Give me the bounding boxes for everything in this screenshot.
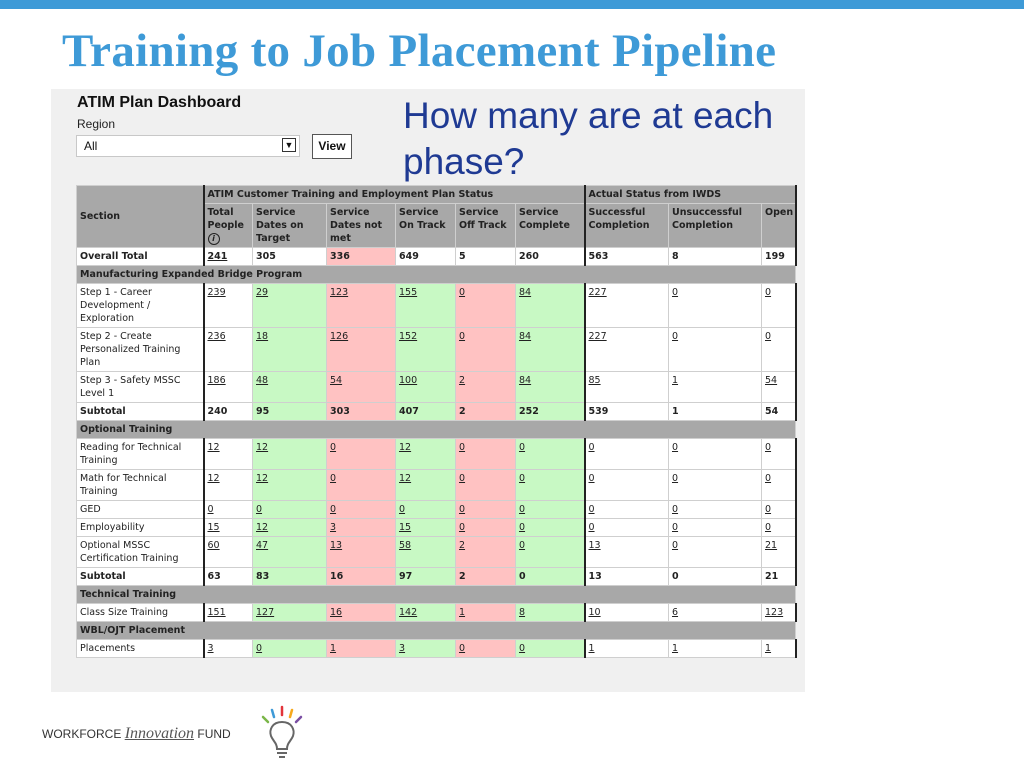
cell-open: 54 [762, 403, 796, 421]
table-row [77, 284, 796, 328]
off-track-link[interactable]: 2 [459, 375, 466, 386]
cell-complete: 252 [516, 403, 585, 421]
success-link[interactable]: 0 [588, 504, 595, 515]
region-label: Region [77, 117, 116, 131]
open-link[interactable]: 123 [765, 607, 784, 618]
on-target-link[interactable]: 12 [256, 522, 269, 533]
off-track-link[interactable]: 0 [459, 331, 466, 342]
not-met-link[interactable]: 54 [330, 375, 343, 386]
slide-title: Training to Job Placement Pipeline [62, 25, 777, 77]
table-row [77, 501, 796, 519]
cell-success: 13 [585, 568, 669, 586]
total-link[interactable]: 151 [207, 607, 226, 618]
not-met-link[interactable]: 0 [330, 473, 337, 484]
on-track-link[interactable]: 58 [399, 540, 412, 551]
on-target-link[interactable]: 0 [256, 643, 263, 654]
off-track-link[interactable]: 0 [459, 287, 466, 298]
success-link[interactable]: 227 [588, 331, 607, 342]
category-label: Technical Training [77, 586, 796, 604]
total-link[interactable]: 3 [207, 643, 214, 654]
cell-open: 21 [762, 568, 796, 586]
on-target-link[interactable]: 48 [256, 375, 269, 386]
off-track-link[interactable]: 0 [459, 504, 466, 515]
open-link[interactable]: 0 [765, 287, 772, 298]
open-link[interactable]: 0 [765, 331, 772, 342]
complete-link[interactable]: 0 [519, 473, 526, 484]
table-row [77, 519, 796, 537]
dashboard-screenshot [51, 89, 805, 692]
unsuccess-link[interactable]: 0 [672, 504, 679, 515]
cell-complete: 0 [516, 568, 585, 586]
cell-not-met: 336 [327, 248, 396, 266]
on-track-link[interactable]: 0 [399, 504, 406, 515]
total-link[interactable]: 12 [207, 473, 220, 484]
status-table [76, 185, 797, 658]
col-header-unsuccess: Unsuccessful Completion [669, 204, 762, 248]
cell-on-track: 97 [396, 568, 456, 586]
col-header-on-target: Service Dates on Target [253, 204, 327, 248]
row-section: GED [77, 501, 204, 519]
off-track-link[interactable]: 2 [459, 540, 466, 551]
open-link[interactable]: 1 [765, 643, 772, 654]
unsuccess-link[interactable]: 0 [672, 473, 679, 484]
table-row [77, 640, 796, 658]
row-section: Class Size Training [77, 604, 204, 622]
row-section: Optional MSSC Certification Training [77, 537, 204, 568]
on-target-link[interactable]: 127 [256, 607, 275, 618]
dashboard-title: ATIM Plan Dashboard [77, 94, 242, 111]
row-section: Step 1 - Career Development / Exploration [77, 284, 204, 328]
on-target-link[interactable]: 12 [256, 473, 269, 484]
col-header-section: Section [77, 186, 204, 248]
unsuccess-link[interactable]: 0 [672, 442, 679, 453]
not-met-link[interactable]: 0 [330, 504, 337, 515]
logo-text-right: FUND [197, 727, 231, 741]
unsuccess-link[interactable]: 1 [672, 375, 679, 386]
cell-on-target: 305 [253, 248, 327, 266]
row-section: Overall Total [77, 248, 204, 266]
table-row [77, 470, 796, 501]
on-target-link[interactable]: 29 [256, 287, 269, 298]
cell-not-met: 16 [327, 568, 396, 586]
unsuccess-link[interactable]: 6 [672, 607, 679, 618]
success-link[interactable]: 0 [588, 473, 595, 484]
success-link[interactable]: 0 [588, 442, 595, 453]
complete-link[interactable]: 0 [519, 643, 526, 654]
slide-question: How many are at each phase? [403, 95, 774, 182]
table-row-subtotal [77, 568, 796, 586]
open-link[interactable]: 21 [765, 540, 778, 551]
on-track-link[interactable]: 3 [399, 643, 406, 654]
open-link[interactable]: 0 [765, 473, 772, 484]
success-link[interactable]: 85 [588, 375, 601, 386]
total-link[interactable]: 60 [207, 540, 220, 551]
success-link[interactable]: 0 [588, 522, 595, 533]
on-target-link[interactable]: 47 [256, 540, 269, 551]
not-met-link[interactable]: 0 [330, 442, 337, 453]
logo-text-left: WORKFORCE [42, 727, 122, 741]
cell-total: 240 [204, 403, 253, 421]
off-track-link[interactable]: 1 [459, 607, 466, 618]
not-met-link[interactable]: 13 [330, 540, 343, 551]
region-select[interactable] [76, 135, 300, 157]
on-track-link[interactable]: 12 [399, 473, 412, 484]
category-row-technical [77, 586, 796, 604]
workforce-innovation-fund-logo [42, 725, 231, 743]
off-track-link[interactable]: 0 [459, 643, 466, 654]
group-header-actual: Actual Status from IWDS [585, 186, 796, 204]
cell-complete: 260 [516, 248, 585, 266]
category-row-optional [77, 421, 796, 439]
row-section: Employability [77, 519, 204, 537]
unsuccess-link[interactable]: 1 [672, 643, 679, 654]
lightbulb-icon [256, 705, 306, 763]
cell-unsuccess: 0 [669, 568, 762, 586]
table-row [77, 537, 796, 568]
on-track-link[interactable]: 152 [399, 331, 418, 342]
row-section: Step 2 - Create Personalized Training Plan [77, 328, 204, 372]
success-link[interactable]: 227 [588, 287, 607, 298]
complete-link[interactable]: 0 [519, 504, 526, 515]
complete-link[interactable]: 8 [519, 607, 526, 618]
open-link[interactable]: 54 [765, 375, 778, 386]
complete-link[interactable]: 84 [519, 287, 532, 298]
row-section: Placements [77, 640, 204, 658]
table-row-overall [77, 248, 796, 266]
not-met-link[interactable]: 16 [330, 607, 343, 618]
table-row [77, 328, 796, 372]
cell-not-met: 303 [327, 403, 396, 421]
off-track-link[interactable]: 0 [459, 522, 466, 533]
open-link[interactable]: 0 [765, 504, 772, 515]
unsuccess-link[interactable]: 0 [672, 331, 679, 342]
table-row [77, 604, 796, 622]
complete-link[interactable]: 84 [519, 375, 532, 386]
category-label: Optional Training [77, 421, 796, 439]
cell-success: 539 [585, 403, 669, 421]
not-met-link[interactable]: 126 [330, 331, 349, 342]
success-link[interactable]: 10 [588, 607, 601, 618]
unsuccess-link[interactable]: 0 [672, 540, 679, 551]
table-row-subtotal [77, 403, 796, 421]
off-track-link[interactable]: 0 [459, 473, 466, 484]
total-link[interactable]: 186 [207, 375, 226, 386]
on-track-link[interactable]: 142 [399, 607, 418, 618]
col-header-open: Open [762, 204, 796, 248]
complete-link[interactable]: 84 [519, 331, 532, 342]
col-header-not-met: Service Dates not met [327, 204, 396, 248]
col-header-complete: Service Complete [516, 204, 585, 248]
cell-on-target: 95 [253, 403, 327, 421]
open-link[interactable]: 0 [765, 442, 772, 453]
total-link[interactable]: 12 [207, 442, 220, 453]
info-icon[interactable]: i [208, 233, 220, 245]
view-button[interactable]: View [312, 134, 352, 159]
row-section: Step 3 - Safety MSSC Level 1 [77, 372, 204, 403]
total-link[interactable]: 0 [207, 504, 214, 515]
region-select-value: All [84, 139, 98, 153]
cell-unsuccess: 1 [669, 403, 762, 421]
on-track-link[interactable]: 15 [399, 522, 412, 533]
on-target-link[interactable]: 0 [256, 504, 263, 515]
col-header-on-track: Service On Track [396, 204, 456, 248]
row-section: Subtotal [77, 403, 204, 421]
row-section: Math for Technical Training [77, 470, 204, 501]
chevron-down-icon[interactable]: ▼ [282, 138, 296, 152]
category-row-wbl [77, 622, 796, 640]
total-link[interactable]: 241 [207, 251, 228, 262]
success-link[interactable]: 1 [588, 643, 595, 654]
unsuccess-link[interactable]: 0 [672, 522, 679, 533]
total-link[interactable]: 15 [207, 522, 220, 533]
cell-success: 563 [585, 248, 669, 266]
cell-off-track: 5 [456, 248, 516, 266]
total-link[interactable]: 236 [207, 331, 226, 342]
category-label: Manufacturing Expanded Bridge Program [77, 266, 796, 284]
on-target-link[interactable]: 18 [256, 331, 269, 342]
total-link[interactable]: 239 [207, 287, 226, 298]
open-link[interactable]: 0 [765, 522, 772, 533]
row-section: Subtotal [77, 568, 204, 586]
on-track-link[interactable]: 12 [399, 442, 412, 453]
not-met-link[interactable]: 123 [330, 287, 349, 298]
cell-on-track: 407 [396, 403, 456, 421]
on-track-link[interactable]: 155 [399, 287, 418, 298]
on-target-link[interactable]: 12 [256, 442, 269, 453]
col-header-success: Successful Completion [585, 204, 669, 248]
category-row-manufacturing [77, 266, 796, 284]
cell-unsuccess: 8 [669, 248, 762, 266]
cell-on-track: 649 [396, 248, 456, 266]
col-header-total [204, 204, 253, 248]
top-accent-bar [0, 0, 1024, 9]
complete-link[interactable]: 0 [519, 442, 526, 453]
col-header-total-label: Total People [207, 207, 244, 231]
not-met-link[interactable]: 3 [330, 522, 337, 533]
logo-text-innovation: Innovation [124, 725, 195, 742]
table-row [77, 439, 796, 470]
unsuccess-link[interactable]: 0 [672, 287, 679, 298]
row-section: Reading for Technical Training [77, 439, 204, 470]
cell-off-track: 2 [456, 568, 516, 586]
col-header-off-track: Service Off Track [456, 204, 516, 248]
cell-off-track: 2 [456, 403, 516, 421]
off-track-link[interactable]: 0 [459, 442, 466, 453]
success-link[interactable]: 13 [588, 540, 601, 551]
cell-open: 199 [762, 248, 796, 266]
not-met-link[interactable]: 1 [330, 643, 337, 654]
complete-link[interactable]: 0 [519, 540, 526, 551]
table-row [77, 372, 796, 403]
cell-on-target: 83 [253, 568, 327, 586]
complete-link[interactable]: 0 [519, 522, 526, 533]
on-track-link[interactable]: 100 [399, 375, 418, 386]
cell-total: 63 [204, 568, 253, 586]
category-label: WBL/OJT Placement [77, 622, 796, 640]
group-header-plan: ATIM Customer Training and Employment Plan Status [204, 186, 585, 204]
